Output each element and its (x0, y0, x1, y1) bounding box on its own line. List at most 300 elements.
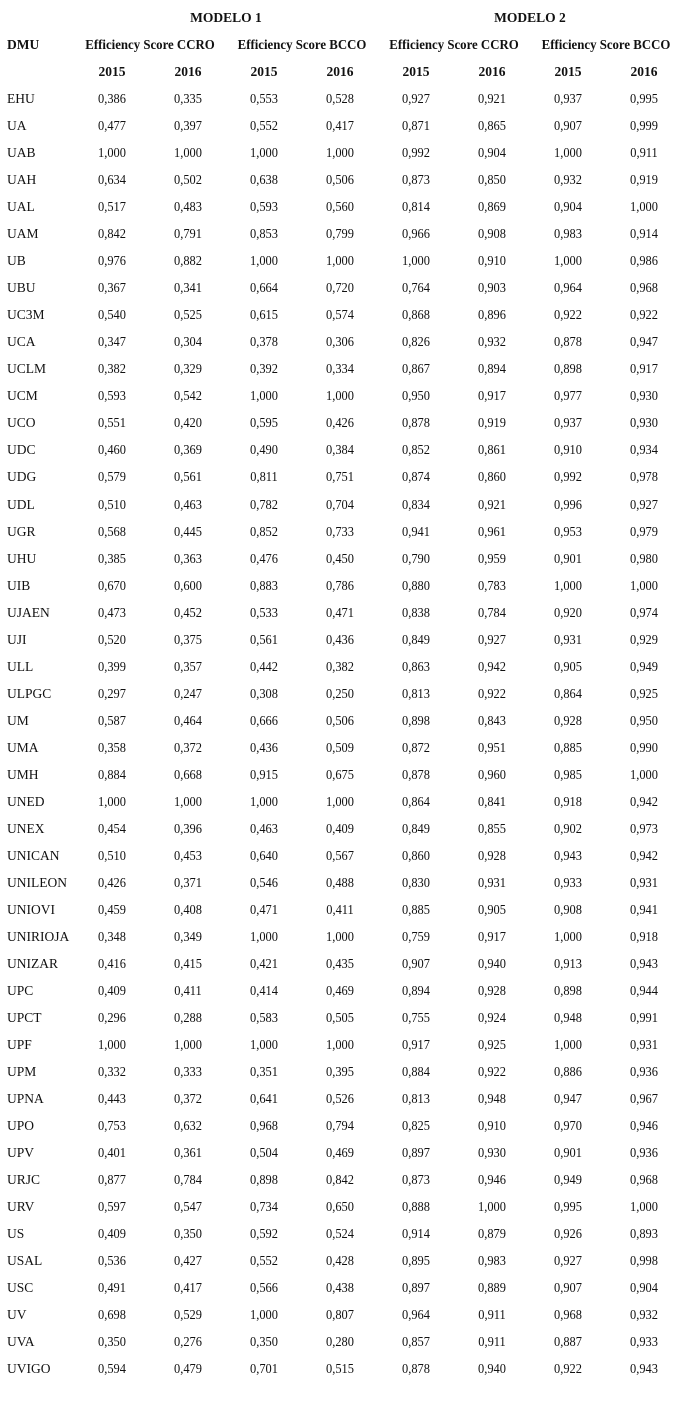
score-cell: 1,000 (98, 793, 126, 809)
score-cell: 0,911 (478, 1334, 506, 1350)
score-cell: 0,852 (250, 523, 278, 539)
score-cell: 1,000 (630, 199, 658, 215)
score-cell: 0,524 (326, 1226, 354, 1242)
score-cell: 0,483 (174, 199, 202, 215)
score-cell: 0,933 (554, 874, 582, 890)
score-cell: 0,894 (478, 361, 506, 377)
score-cell: 0,395 (326, 1064, 354, 1080)
score-cell: 0,450 (326, 550, 354, 566)
score-cell: 0,784 (478, 604, 506, 620)
score-cell: 0,415 (174, 956, 202, 971)
table-row (0, 1058, 687, 1085)
score-cell: 0,597 (98, 1199, 126, 1215)
score-cell: 0,964 (554, 280, 582, 296)
score-cell: 0,385 (98, 550, 126, 566)
score-cell: 0,949 (554, 1172, 582, 1188)
score-cell: 0,384 (326, 442, 354, 458)
score-cell: 0,934 (630, 442, 658, 458)
score-cell: 0,296 (98, 1010, 126, 1025)
score-cell: 0,733 (326, 523, 354, 539)
year-header-row (0, 58, 687, 85)
score-cell: 0,510 (98, 496, 126, 512)
score-cell: 0,985 (554, 766, 582, 782)
score-cell: 0,936 (630, 1145, 658, 1161)
dmu-cell: UA (7, 118, 27, 133)
score-cell: 0,941 (630, 901, 658, 917)
table-row (0, 1220, 687, 1247)
dmu-cell: UPV (7, 1145, 35, 1161)
dmu-cell: UHU (7, 550, 37, 566)
score-cell: 0,905 (554, 658, 582, 674)
score-header-row (0, 31, 687, 58)
dmu-cell: UAM (7, 226, 39, 242)
score-cell: 0,894 (402, 983, 430, 998)
score-cell: 0,928 (478, 983, 506, 998)
score-cell: 1,000 (174, 1037, 202, 1053)
score-cell: 0,382 (326, 658, 354, 674)
table-row (0, 85, 687, 112)
score-cell: 0,536 (98, 1253, 126, 1269)
score-cell: 0,942 (478, 658, 506, 674)
score-cell: 0,888 (402, 1199, 430, 1215)
score-cell: 0,358 (98, 739, 126, 755)
model-1-header: MODELO 1 (190, 10, 262, 25)
table-row (0, 1004, 687, 1031)
score-cell: 0,427 (174, 1253, 202, 1269)
score-cell: 0,420 (174, 415, 202, 431)
score-cell: 1,000 (98, 1037, 126, 1053)
score-cell: 0,641 (250, 1091, 278, 1107)
score-cell: 0,755 (402, 1010, 430, 1025)
score-cell: 0,983 (554, 226, 582, 242)
score-cell: 0,930 (630, 415, 658, 431)
score-cell: 0,927 (630, 496, 658, 512)
dmu-cell: UC3M (7, 307, 45, 323)
model-2-header: MODELO 2 (494, 10, 566, 25)
dmu-cell: UV (7, 1307, 27, 1323)
score-cell: 1,000 (250, 1307, 278, 1323)
score-cell: 0,918 (630, 928, 658, 944)
table-row (0, 545, 687, 572)
score-cell: 0,350 (250, 1334, 278, 1350)
table-row (0, 193, 687, 220)
score-cell: 1,000 (98, 145, 126, 161)
score-cell: 0,416 (98, 956, 126, 971)
score-cell: 0,943 (630, 956, 658, 971)
score-cell: 0,786 (326, 577, 354, 593)
score-cell: 0,438 (326, 1280, 354, 1296)
score-cell: 0,864 (554, 685, 582, 701)
score-cell: 0,546 (250, 874, 278, 890)
score-cell: 0,452 (174, 604, 202, 620)
score-cell: 0,247 (174, 685, 202, 701)
score-cell: 0,502 (174, 172, 202, 188)
score-cell: 0,895 (402, 1253, 430, 1269)
dmu-cell: UBU (7, 280, 36, 296)
table-row (0, 409, 687, 436)
score-cell: 1,000 (250, 1037, 278, 1053)
score-cell: 0,764 (402, 280, 430, 296)
score-cell: 0,861 (478, 442, 506, 458)
score-cell: 0,595 (250, 415, 278, 431)
score-cell: 1,000 (250, 388, 278, 404)
table-row (0, 436, 687, 463)
score-cell: 0,922 (478, 685, 506, 701)
score-cell: 0,908 (478, 226, 506, 242)
score-cell: 1,000 (326, 928, 354, 944)
score-cell: 0,998 (630, 1253, 658, 1269)
score-cell: 0,849 (402, 631, 430, 647)
score-cell: 0,417 (326, 118, 354, 133)
dmu-cell: UDG (7, 469, 37, 485)
year-header: 2015 (98, 64, 126, 79)
score-cell: 0,922 (554, 1361, 582, 1377)
score-cell: 0,409 (98, 983, 126, 998)
score-cell: 0,877 (98, 1172, 126, 1188)
score-cell: 0,977 (554, 388, 582, 404)
table-row (0, 653, 687, 680)
score-cell: 0,919 (478, 415, 506, 431)
score-cell: 0,411 (326, 901, 354, 917)
score-cell: 0,885 (402, 901, 430, 917)
score-cell: 0,843 (478, 712, 506, 728)
score-cell: 0,350 (174, 1226, 202, 1242)
score-cell: 0,959 (478, 550, 506, 566)
dmu-cell: UJAEN (7, 604, 50, 620)
score-cell: 0,922 (554, 307, 582, 323)
score-cell: 0,860 (402, 847, 430, 863)
score-cell: 0,996 (554, 496, 582, 512)
score-cell: 0,490 (250, 442, 278, 458)
table-row (0, 815, 687, 842)
score-cell: 0,583 (250, 1010, 278, 1025)
score-cell: 0,386 (98, 91, 126, 106)
score-cell: 0,917 (402, 1037, 430, 1053)
table-row (0, 220, 687, 247)
dmu-cell: UPCT (7, 1010, 42, 1025)
table-row (0, 1031, 687, 1058)
score-cell: 0,363 (174, 550, 202, 566)
table-row (0, 382, 687, 409)
score-cell: 0,878 (402, 415, 430, 431)
score-cell: 0,594 (98, 1361, 126, 1377)
dmu-cell: USC (7, 1280, 34, 1296)
dmu-cell: ULL (7, 658, 34, 674)
dmu-cell: ULPGC (7, 685, 52, 701)
score-cell: 0,830 (402, 874, 430, 890)
score-cell: 0,931 (630, 874, 658, 890)
score-cell: 0,632 (174, 1118, 202, 1134)
score-cell: 0,392 (250, 361, 278, 377)
score-cell: 0,927 (554, 1253, 582, 1269)
table-row (0, 328, 687, 355)
score-cell: 0,720 (326, 280, 354, 296)
score-cell: 0,333 (174, 1064, 202, 1080)
score-cell: 0,634 (98, 172, 126, 188)
score-cell: 0,600 (174, 577, 202, 593)
score-cell: 0,953 (554, 523, 582, 539)
score-cell: 0,932 (554, 172, 582, 188)
year-header: 2016 (326, 64, 354, 79)
score-cell: 0,932 (478, 334, 506, 350)
score-cell: 0,948 (478, 1091, 506, 1107)
score-cell: 0,469 (326, 983, 354, 998)
score-cell: 0,914 (630, 226, 658, 242)
dmu-cell: URJC (7, 1172, 41, 1188)
score-cell: 0,904 (554, 199, 582, 215)
score-header-m2-bcco: Efficiency Score BCCO (541, 37, 671, 52)
score-cell: 0,902 (554, 820, 582, 836)
score-cell: 0,874 (402, 469, 430, 485)
score-cell: 0,408 (174, 901, 202, 917)
score-cell: 0,552 (250, 1253, 278, 1269)
score-cell: 1,000 (174, 793, 202, 809)
dmu-cell: UNILEON (7, 874, 67, 890)
table-row (0, 1166, 687, 1193)
score-cell: 0,506 (326, 712, 354, 728)
score-cell: 0,579 (98, 469, 126, 485)
score-cell: 0,464 (174, 712, 202, 728)
table-row (0, 1085, 687, 1112)
score-cell: 0,983 (478, 1253, 506, 1269)
score-cell: 0,471 (326, 604, 354, 620)
score-cell: 0,421 (250, 956, 278, 971)
score-cell: 0,850 (478, 172, 506, 188)
score-cell: 1,000 (326, 388, 354, 404)
score-cell: 0,540 (98, 307, 126, 323)
score-cell: 0,435 (326, 956, 354, 971)
dmu-cell: UNIZAR (7, 956, 58, 971)
score-cell: 0,898 (554, 361, 582, 377)
score-cell: 0,922 (630, 307, 658, 323)
score-cell: 0,999 (630, 118, 658, 133)
score-header-m1-bcco: Efficiency Score BCCO (237, 37, 367, 52)
score-cell: 0,860 (478, 469, 506, 485)
score-cell: 0,463 (174, 496, 202, 512)
score-cell: 1,000 (250, 145, 278, 161)
score-cell: 0,907 (554, 118, 582, 133)
score-cell: 0,921 (478, 91, 506, 106)
score-cell: 0,566 (250, 1280, 278, 1296)
score-cell: 0,950 (630, 712, 658, 728)
score-cell: 0,347 (98, 334, 126, 350)
table-row (0, 842, 687, 869)
score-cell: 0,905 (478, 901, 506, 917)
score-cell: 0,759 (402, 928, 430, 944)
score-cell: 0,411 (174, 983, 202, 998)
score-cell: 0,898 (554, 983, 582, 998)
score-cell: 1,000 (630, 766, 658, 782)
dmu-cell: UPM (7, 1064, 37, 1080)
dmu-cell: UVIGO (7, 1361, 51, 1377)
score-cell: 0,453 (174, 847, 202, 863)
score-cell: 0,978 (630, 469, 658, 485)
score-cell: 0,863 (402, 658, 430, 674)
score-cell: 0,276 (174, 1334, 202, 1350)
score-cell: 0,443 (98, 1091, 126, 1107)
score-cell: 0,587 (98, 712, 126, 728)
year-header: 2016 (630, 64, 658, 79)
score-header-m2-ccro: Efficiency Score CCRO (389, 37, 519, 52)
score-cell: 0,428 (326, 1253, 354, 1269)
score-cell: 0,910 (478, 1118, 506, 1134)
dmu-cell: UDC (7, 442, 36, 458)
dmu-cell: UPO (7, 1118, 35, 1134)
score-cell: 0,506 (326, 172, 354, 188)
table-row (0, 166, 687, 193)
score-cell: 0,911 (630, 145, 658, 161)
score-cell: 0,542 (174, 388, 202, 404)
score-cell: 0,930 (478, 1145, 506, 1161)
score-cell: 0,974 (630, 604, 658, 620)
score-cell: 0,372 (174, 1091, 202, 1107)
score-cell: 0,943 (554, 847, 582, 863)
score-cell: 0,306 (326, 334, 354, 350)
score-cell: 0,615 (250, 307, 278, 323)
table-row (0, 1247, 687, 1274)
score-cell: 0,921 (478, 496, 506, 512)
table-row (0, 491, 687, 518)
score-cell: 0,825 (402, 1118, 430, 1134)
score-header-m1-ccro: Efficiency Score CCRO (85, 37, 215, 52)
score-cell: 0,841 (478, 793, 506, 809)
score-cell: 0,964 (402, 1307, 430, 1323)
score-cell: 0,460 (98, 442, 126, 458)
score-cell: 0,933 (630, 1334, 658, 1350)
score-cell: 0,878 (402, 766, 430, 782)
score-cell: 0,865 (478, 118, 506, 133)
score-cell: 0,907 (554, 1280, 582, 1296)
score-cell: 0,937 (554, 415, 582, 431)
score-cell: 0,288 (174, 1010, 202, 1025)
table-row (0, 1301, 687, 1328)
table-row (0, 572, 687, 599)
table-row (0, 923, 687, 950)
score-cell: 0,454 (98, 820, 126, 836)
score-cell: 0,932 (630, 1307, 658, 1323)
score-cell: 0,898 (402, 712, 430, 728)
score-cell: 0,966 (402, 226, 430, 242)
score-cell: 0,973 (630, 820, 658, 836)
table-row (0, 734, 687, 761)
score-cell: 0,378 (250, 334, 278, 350)
score-cell: 0,949 (630, 658, 658, 674)
score-cell: 0,947 (554, 1091, 582, 1107)
score-cell: 0,980 (630, 550, 658, 566)
score-cell: 0,361 (174, 1145, 202, 1161)
table-row (0, 301, 687, 328)
score-cell: 0,332 (98, 1064, 126, 1080)
score-cell: 0,886 (554, 1064, 582, 1080)
dmu-cell: UVA (7, 1334, 35, 1350)
score-cell: 0,463 (250, 820, 278, 836)
score-cell: 0,334 (326, 361, 354, 377)
table-row (0, 788, 687, 815)
score-cell: 0,968 (554, 1307, 582, 1323)
score-cell: 0,914 (402, 1226, 430, 1242)
model-header-row (0, 4, 687, 31)
score-cell: 0,976 (98, 253, 126, 269)
score-cell: 0,349 (174, 928, 202, 944)
score-cell: 0,940 (478, 956, 506, 971)
score-cell: 0,526 (326, 1091, 354, 1107)
score-cell: 0,491 (98, 1280, 126, 1296)
score-cell: 0,855 (478, 820, 506, 836)
score-cell: 0,968 (630, 280, 658, 296)
dmu-cell: UJI (7, 631, 27, 647)
score-cell: 0,913 (554, 956, 582, 971)
dmu-cell: UM (7, 712, 29, 728)
score-cell: 0,826 (402, 334, 430, 350)
table-row (0, 463, 687, 490)
table-row (0, 950, 687, 977)
dmu-cell: UMA (7, 739, 39, 755)
table-row (0, 1328, 687, 1355)
score-cell: 0,471 (250, 901, 278, 917)
score-cell: 0,904 (478, 145, 506, 161)
score-cell: 0,948 (554, 1010, 582, 1025)
score-cell: 0,995 (630, 91, 658, 106)
dmu-cell: UMH (7, 766, 39, 782)
score-cell: 0,525 (174, 307, 202, 323)
table-row (0, 355, 687, 382)
score-cell: 0,873 (402, 172, 430, 188)
year-header: 2015 (250, 64, 278, 79)
score-cell: 0,967 (630, 1091, 658, 1107)
table-row (0, 896, 687, 923)
table-row (0, 1139, 687, 1166)
score-cell: 0,442 (250, 658, 278, 674)
score-cell: 0,552 (250, 118, 278, 133)
score-cell: 0,638 (250, 172, 278, 188)
score-cell: 0,640 (250, 847, 278, 863)
score-cell: 0,436 (326, 631, 354, 647)
score-cell: 0,961 (478, 523, 506, 539)
score-cell: 1,000 (250, 928, 278, 944)
score-cell: 0,297 (98, 685, 126, 701)
score-cell: 0,813 (402, 1091, 430, 1107)
score-cell: 1,000 (326, 145, 354, 161)
score-cell: 0,528 (326, 91, 354, 106)
score-cell: 0,901 (554, 1145, 582, 1161)
score-cell: 0,992 (402, 145, 430, 161)
dmu-cell: UGR (7, 523, 36, 539)
score-cell: 0,986 (630, 253, 658, 269)
score-cell: 0,940 (478, 1361, 506, 1377)
score-cell: 0,852 (402, 442, 430, 458)
score-cell: 0,369 (174, 442, 202, 458)
score-cell: 0,942 (630, 847, 658, 863)
score-cell: 0,335 (174, 91, 202, 106)
score-cell: 0,898 (250, 1172, 278, 1188)
score-cell: 0,375 (174, 631, 202, 647)
score-cell: 1,000 (554, 928, 582, 944)
score-cell: 0,931 (478, 874, 506, 890)
score-cell: 0,476 (250, 550, 278, 566)
score-cell: 1,000 (630, 1199, 658, 1215)
score-cell: 0,968 (630, 1172, 658, 1188)
score-cell: 0,884 (402, 1064, 430, 1080)
score-cell: 0,304 (174, 334, 202, 350)
score-cell: 0,701 (250, 1361, 278, 1377)
score-cell: 0,794 (326, 1118, 354, 1134)
score-cell: 0,477 (98, 118, 126, 133)
dmu-cell: UB (7, 253, 26, 269)
score-cell: 0,925 (478, 1037, 506, 1053)
year-header: 2016 (174, 64, 202, 79)
dmu-cell: UNIRIOJA (7, 928, 70, 944)
score-cell: 0,670 (98, 577, 126, 593)
